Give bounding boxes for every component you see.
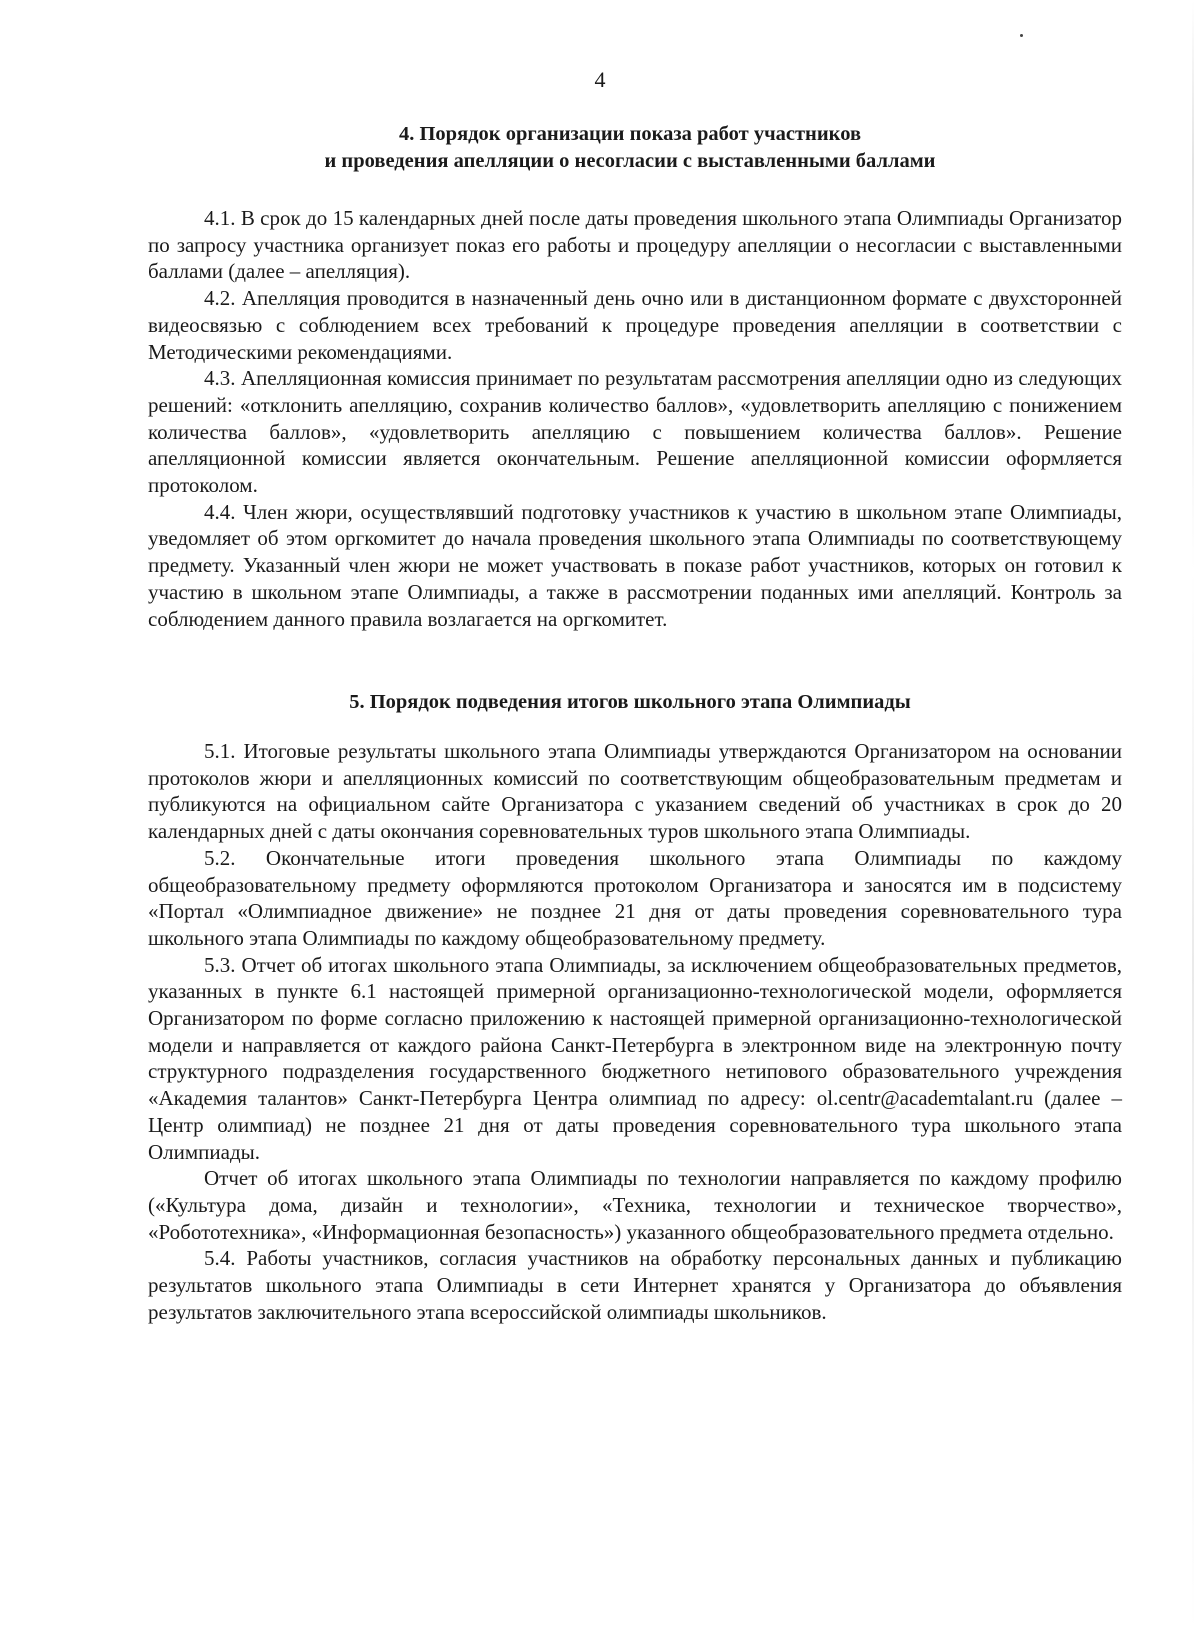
section-4-body <box>148 205 1122 632</box>
paragraph-5-3-technology: Отчет об итогах школьного этапа Олимпиады по технологии направляется по каждому профилю («Культура дома, дизайн и технологии», «Техника, технологии и техническое творчество», «Робототехника», «Информационная безопасность») указанного общеобразовательного предмета отдельно. <box>148 1166 1122 1244</box>
paragraph-5-3: 5.3. Отчет об итогах школьного этапа Олимпиады, за исключением общеобразовательных предметов, указанных в пункте 6.1 настоящей примерной организационно-технологической модели, оформляется Организатором по форме согласно приложению к настоящей примерной организационно-технологической модели и направляется от каждого района Санкт-Петербурга в электронном виде на электронную почту структурного подразделения государственного бюджетного нетипового образовательного учреждения «Академия талантов» Санкт-Петербурга Центра олимпиад по адресу: ol.centr@academtalant.ru (далее – Центр олимпиад) не позднее 21 дня от даты проведения соревновательного тура школьного этапа Олимпиады. <box>148 952 1122 1164</box>
scan-speck <box>1020 34 1023 37</box>
section-5-heading-text: 5. Порядок подведения итогов школьного этапа Олимпиады <box>349 691 911 713</box>
paragraph-4-1: 4.1. В срок до 15 календарных дней после даты проведения школьного этапа Олимпиады Организатор по запросу участника организует показ его работы и процедуру апелляции о несогласии с выставленными баллами (далее – апелляция). <box>148 206 1122 284</box>
paragraph-4-2: 4.2. Апелляция проводится в назначенный день очно или в дистанционном формате с двухсторонней видеосвязью с соблюдением всех требований к процедуре проведения апелляции в соответствии с Методическими рекомендациями. <box>148 286 1122 364</box>
page-number: 4 <box>594 67 606 92</box>
paragraph-5-1: 5.1. Итоговые результаты школьного этапа Олимпиады утверждаются Организатором на основании протоколов жюри и апелляционных комиссий по соответствующим общеобразовательным предметам и публикуются на официальном сайте Организатора с указанием сведений об участниках в срок до 20 календарных дней с даты окончания соревновательных туров школьного этапа Олимпиады. <box>148 739 1122 844</box>
paragraph-5-2: 5.2. Окончательные итоги проведения школьного этапа Олимпиады по каждому общеобразовательному предмету оформляются протоколом Организатора и заносятся им в подсистему «Портал «Олимпиадное движение» не позднее 21 дня от даты проведения соревновательного тура школьного этапа Олимпиады по каждому общеобразовательному предмету. <box>148 845 1122 950</box>
section-4-heading-line-2: и проведения апелляции о несогласии с выставленными баллами <box>324 150 936 172</box>
section-4-heading <box>140 121 1120 175</box>
paragraph-5-4: 5.4. Работы участников, согласия участников на обработку персональных данных и публикацию результатов школьного этапа Олимпиады в сети Интернет хранятся у Организатора до объявления результатов заключительного этапа всероссийской олимпиады школьников. <box>148 1246 1122 1324</box>
section-4-heading-line-1: 4. Порядок организации показа работ участников <box>398 123 862 145</box>
section-5-heading <box>140 689 1120 716</box>
paragraph-4-4: 4.4. Член жюри, осуществлявший подготовку участников к участию в школьном этапе Олимпиады, уведомляет об этом оргкомитет до начала проведения школьного этапа Олимпиады по соответствующему предмету. Указанный член жюри не может участвовать в показе работ участников, которых он готовил к участию в школьном этапе Олимпиады, а также в рассмотрении поданных ими апелляций. Контроль за соблюдением данного правила возлагается на оргкомитет. <box>148 499 1122 631</box>
scan-edge-shadow <box>1192 0 1194 1632</box>
paragraph-4-3: 4.3. Апелляционная комиссия принимает по результатам рассмотрения апелляции одно из следующих решений: «отклонить апелляцию, сохранив количество баллов», «удовлетворить апелляцию с понижением количества баллов», «удовлетворить апелляцию с повышением количества баллов». Решение апелляционной комиссии является окончательным. Решение апелляционной комиссии оформляется протоколом. <box>148 366 1122 498</box>
section-5-body <box>148 738 1122 1325</box>
